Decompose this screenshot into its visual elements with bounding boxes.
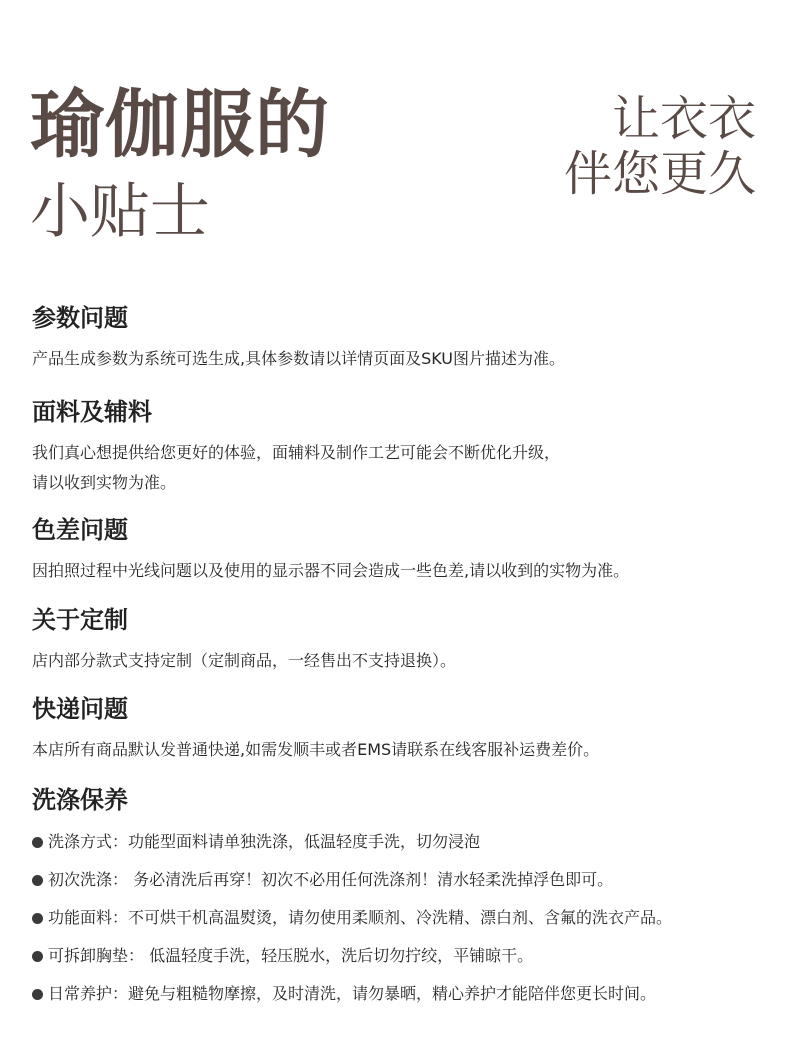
bullet-icon bbox=[32, 913, 43, 924]
section-title: 色差问题 bbox=[32, 516, 128, 544]
slogan-line-2: 伴您更久 bbox=[563, 146, 756, 203]
bullet-icon bbox=[32, 989, 43, 1000]
care-item bbox=[32, 946, 772, 966]
bullet-icon bbox=[32, 875, 43, 886]
slogan bbox=[564, 92, 756, 202]
page-subtitle: 小贴士 bbox=[30, 177, 210, 247]
bullet-icon bbox=[32, 951, 43, 962]
section-text: 因拍照过程中光线问题以及使用的显示器不同会造成一些色差,请以收到的实物为准。 bbox=[32, 561, 630, 580]
section-title: 快递问题 bbox=[32, 695, 128, 723]
section-customization bbox=[32, 608, 772, 676]
section-title: 洗涤保养 bbox=[32, 786, 128, 814]
section-text: 我们真心想提供给您更好的体验，面辅料及制作工艺可能会不断优化升级， bbox=[32, 443, 561, 462]
section-title: 参数问题 bbox=[32, 304, 128, 332]
slogan-line-1: 让衣衣 bbox=[611, 91, 756, 147]
section-parameters bbox=[32, 306, 772, 374]
care-item bbox=[32, 908, 772, 928]
care-item bbox=[32, 870, 772, 890]
section-text: 请以收到实物为准。 bbox=[32, 473, 177, 492]
care-item-text: 初次洗涤： 务必清洗后再穿！初次不必用任何洗涤剂！清水轻柔洗掉浮色即可。 bbox=[48, 870, 614, 889]
section-text: 店内部分款式支持定制（定制商品，一经售出不支持退换）。 bbox=[32, 651, 457, 670]
bullet-icon bbox=[32, 837, 43, 848]
section-fabric bbox=[32, 400, 772, 498]
section-text: 产品生成参数为系统可选生成,具体参数请以详情页面及SKU图片描述为准。 bbox=[32, 349, 566, 368]
care-item-text: 日常养护：避免与粗糙物摩擦，及时清洗，请勿暴晒，精心养护才能陪伴您更长时间。 bbox=[48, 984, 657, 1003]
section-color-difference bbox=[32, 518, 772, 586]
section-text: 本店所有商品默认发普通快递,如需发顺丰或者EMS请联系在线客服补运费差价。 bbox=[32, 740, 600, 759]
care-item bbox=[32, 832, 772, 852]
section-title: 面料及辅料 bbox=[32, 398, 152, 426]
care-item-text: 功能面料：不可烘干机高温熨烫，请勿使用柔顺剂、冷洗精、漂白剂、含氟的洗衣产品。 bbox=[48, 908, 673, 927]
care-item-text: 洗涤方式：功能型面料请单独洗涤，低温轻度手洗，切勿浸泡 bbox=[48, 832, 481, 851]
care-item bbox=[32, 984, 772, 1004]
section-shipping bbox=[32, 697, 772, 765]
care-item-text: 可拆卸胸垫： 低温轻度手洗，轻压脱水，洗后切勿拧绞，平铺晾干。 bbox=[48, 946, 534, 965]
section-care bbox=[32, 788, 772, 1022]
page-title: 瑜伽服的 bbox=[30, 82, 330, 168]
section-title: 关于定制 bbox=[32, 606, 128, 634]
